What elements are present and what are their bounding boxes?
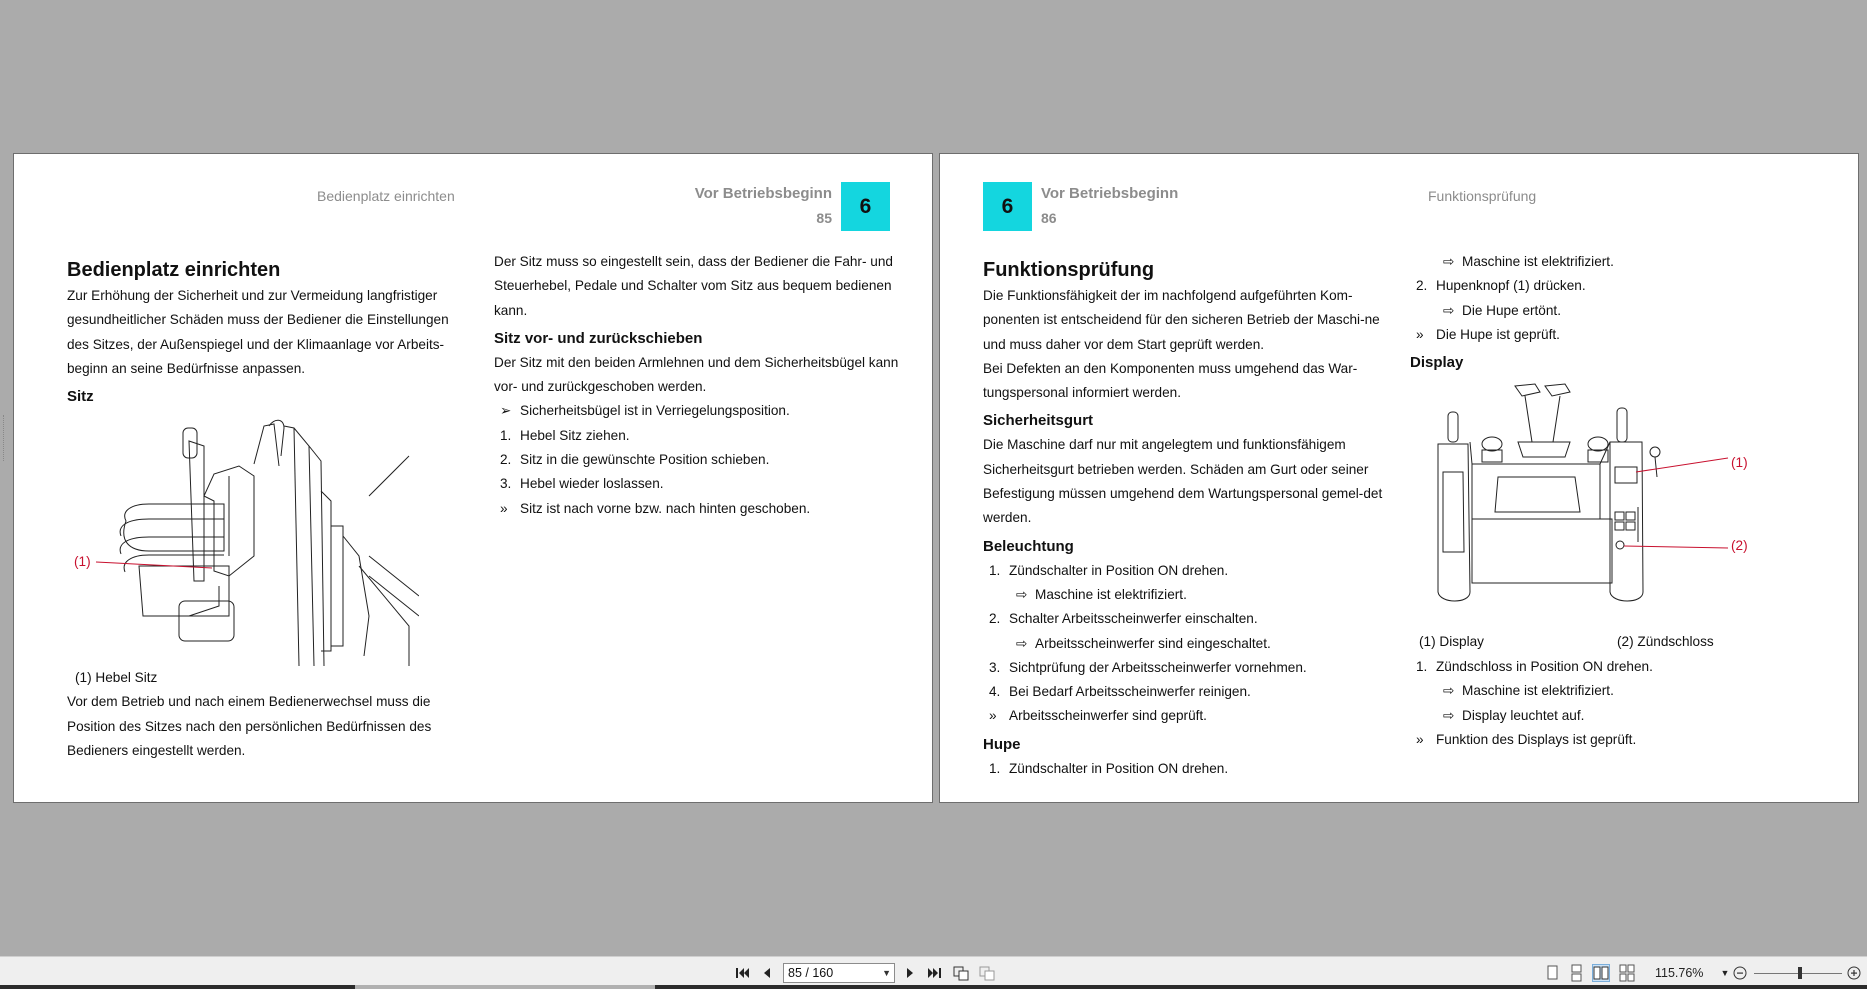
callout-1-line	[94, 554, 214, 574]
zoom-out-icon[interactable]	[1731, 964, 1749, 982]
list-item: 3. Sichtprüfung der Arbeitsscheinwerfer vornehmen.	[989, 659, 1307, 675]
list-item: 1. Zündschalter in Position ON drehen.	[989, 562, 1229, 578]
list-item: ⇨ Maschine ist elektrifiziert.	[1016, 586, 1187, 602]
two-page-icon[interactable]	[1592, 964, 1610, 982]
list-item: ➢ Sicherheitsbügel ist in Verriegelungsposition.	[500, 403, 790, 419]
single-page-icon[interactable]	[1543, 964, 1561, 982]
chevron-down-icon[interactable]: ▼	[882, 968, 891, 978]
col2-intro: Der Sitz muss so eingestellt sein, dass der Bediener die Fahr- und Steuerhebel, Pedale und Schalter vom Sitz aus bequem bedienen kann.	[494, 254, 893, 318]
chapter-badge: 6	[983, 182, 1032, 231]
section-title: Bedienplatz einrichten	[67, 259, 281, 281]
header-chapter-title: Vor Betriebsbeginn	[694, 185, 832, 202]
zoom-in-icon[interactable]	[1845, 964, 1863, 982]
section-title: Funktionsprüfung	[983, 259, 1155, 281]
callout-1: (1)	[1731, 455, 1748, 470]
list-item: 2. Schalter Arbeitsscheinwerfer einschalten.	[989, 611, 1258, 627]
taskbar-strip-right	[655, 985, 1867, 989]
list-item: ⇨ Arbeitsscheinwerfer sind eingeschaltet.	[1016, 635, 1271, 651]
list-item: » Die Hupe ist geprüft.	[1416, 326, 1560, 342]
list-item: 2. Hupenknopf (1) drücken.	[1416, 278, 1586, 294]
list-item: 2. Sitz in die gewünschte Position schieben.	[500, 452, 770, 468]
splitter-grip[interactable]	[3, 415, 6, 461]
figure-caption: (1) Hebel Sitz	[75, 670, 158, 685]
list-item: 1. Hebel Sitz ziehen.	[500, 427, 630, 443]
page-number: 86	[1041, 210, 1057, 226]
taskbar-strip-middle	[355, 985, 655, 989]
next-page-icon[interactable]	[901, 964, 919, 982]
left-page	[13, 153, 933, 803]
two-page-continuous-icon[interactable]	[1618, 964, 1636, 982]
zoom-level[interactable]: 115.76%	[1655, 966, 1704, 980]
header-section-title: Funktionsprüfung	[1428, 188, 1537, 204]
taskbar-strip-left	[0, 985, 355, 989]
last-page-icon[interactable]	[926, 964, 944, 982]
subheading-sitz: Sitz	[67, 388, 94, 406]
seat-illustration	[69, 416, 419, 666]
list-item: 1. Zündschloss in Position ON drehen.	[1416, 659, 1653, 674]
chapter-badge: 6	[841, 182, 890, 231]
subheading-hupe: Hupe	[983, 735, 1021, 753]
figure-caption-1: (1) Display	[1419, 634, 1484, 649]
first-page-icon[interactable]	[733, 964, 751, 982]
col2-paragraph: Der Sitz mit den beiden Armlehnen und dem Sicherheitsbügel kann vor- und zurückgeschoben werden.	[494, 354, 899, 395]
right-page	[939, 153, 1859, 803]
subheading-beleuchtung: Beleuchtung	[983, 537, 1074, 555]
right-column-2-bottom	[1410, 655, 1830, 752]
after-figure-paragraph: Vor dem Betrieb und nach einem Bedienerwechsel muss die Position des Sitzes nach den persönlichen Bedürfnissen des Bedieners eingestellt werden.	[67, 694, 432, 758]
left-column-1	[67, 257, 467, 409]
gurt-paragraph: Die Maschine darf nur mit angelegtem und funktionsfähigem Sicherheitsgurt betrieben werden. Schäden am Gurt oder seiner Befestigung müssen umgehend dem Wartungspersonal gemel-det werden.	[983, 437, 1383, 526]
zoom-slider-handle[interactable]	[1798, 967, 1802, 979]
intro-paragraph-2: Bei Defekten an den Komponenten muss umgehend das War-tungspersonal informiert werden.	[983, 360, 1358, 401]
console-illustration	[1410, 382, 1805, 627]
left-column-1-bottom	[67, 666, 467, 763]
header-chapter-title: Vor Betriebsbeginn	[1041, 185, 1179, 202]
header-section-title: Bedienplatz einrichten	[317, 188, 455, 204]
list-item: ⇨ Die Hupe ertönt.	[1443, 302, 1561, 318]
list-item: 4. Bei Bedarf Arbeitsscheinwerfer reinigen.	[989, 684, 1251, 700]
page-number-field[interactable]: 85 / 160 ▼	[783, 963, 895, 983]
next-view-icon[interactable]	[978, 964, 996, 982]
right-column-2	[1410, 250, 1830, 375]
right-column-1	[983, 257, 1383, 781]
list-item: » Funktion des Displays ist geprüft.	[1416, 731, 1637, 747]
subheading-sitz-schieben: Sitz vor- und zurückschieben	[494, 329, 703, 347]
callout-2: (2)	[1731, 538, 1748, 553]
list-item: ⇨ Display leuchtet auf.	[1443, 707, 1585, 723]
zoom-dropdown-icon[interactable]: ▼	[1720, 968, 1730, 978]
list-item: ⇨ Maschine ist elektrifiziert.	[1443, 254, 1614, 269]
prev-view-icon[interactable]	[952, 964, 970, 982]
list-item: 3. Hebel wieder loslassen.	[500, 476, 664, 492]
list-item: » Sitz ist nach vorne bzw. nach hinten geschoben.	[500, 500, 811, 516]
callout-1: (1)	[74, 554, 91, 569]
list-item: » Arbeitsscheinwerfer sind geprüft.	[989, 708, 1207, 724]
left-column-2	[494, 250, 904, 521]
continuous-icon[interactable]	[1567, 964, 1585, 982]
prev-page-icon[interactable]	[758, 964, 776, 982]
list-item: 1. Zündschalter in Position ON drehen.	[989, 760, 1229, 776]
list-item: ⇨ Maschine ist elektrifiziert.	[1443, 683, 1614, 699]
subheading-sicherheitsgurt: Sicherheitsgurt	[983, 412, 1094, 430]
subheading-display: Display	[1410, 354, 1464, 372]
figure-caption-2: (2) Zündschloss	[1617, 634, 1714, 649]
page-number: 85	[816, 210, 832, 226]
intro-paragraph: Die Funktionsfähigkeit der im nachfolgend aufgeführten Kom-ponenten ist entscheidend für den sicheren Betrieb der Maschi-ne und muss daher vor dem Start geprüft werden.	[983, 288, 1380, 352]
intro-paragraph: Zur Erhöhung der Sicherheit und zur Vermeidung langfristiger gesundheitlicher Schäden muss der Bediener die Einstellungen des Sitzes, der Außenspiegel und der Klimaanlage vor Arbeits-beginn an seine Bedürfnisse anpassen.	[67, 288, 449, 376]
